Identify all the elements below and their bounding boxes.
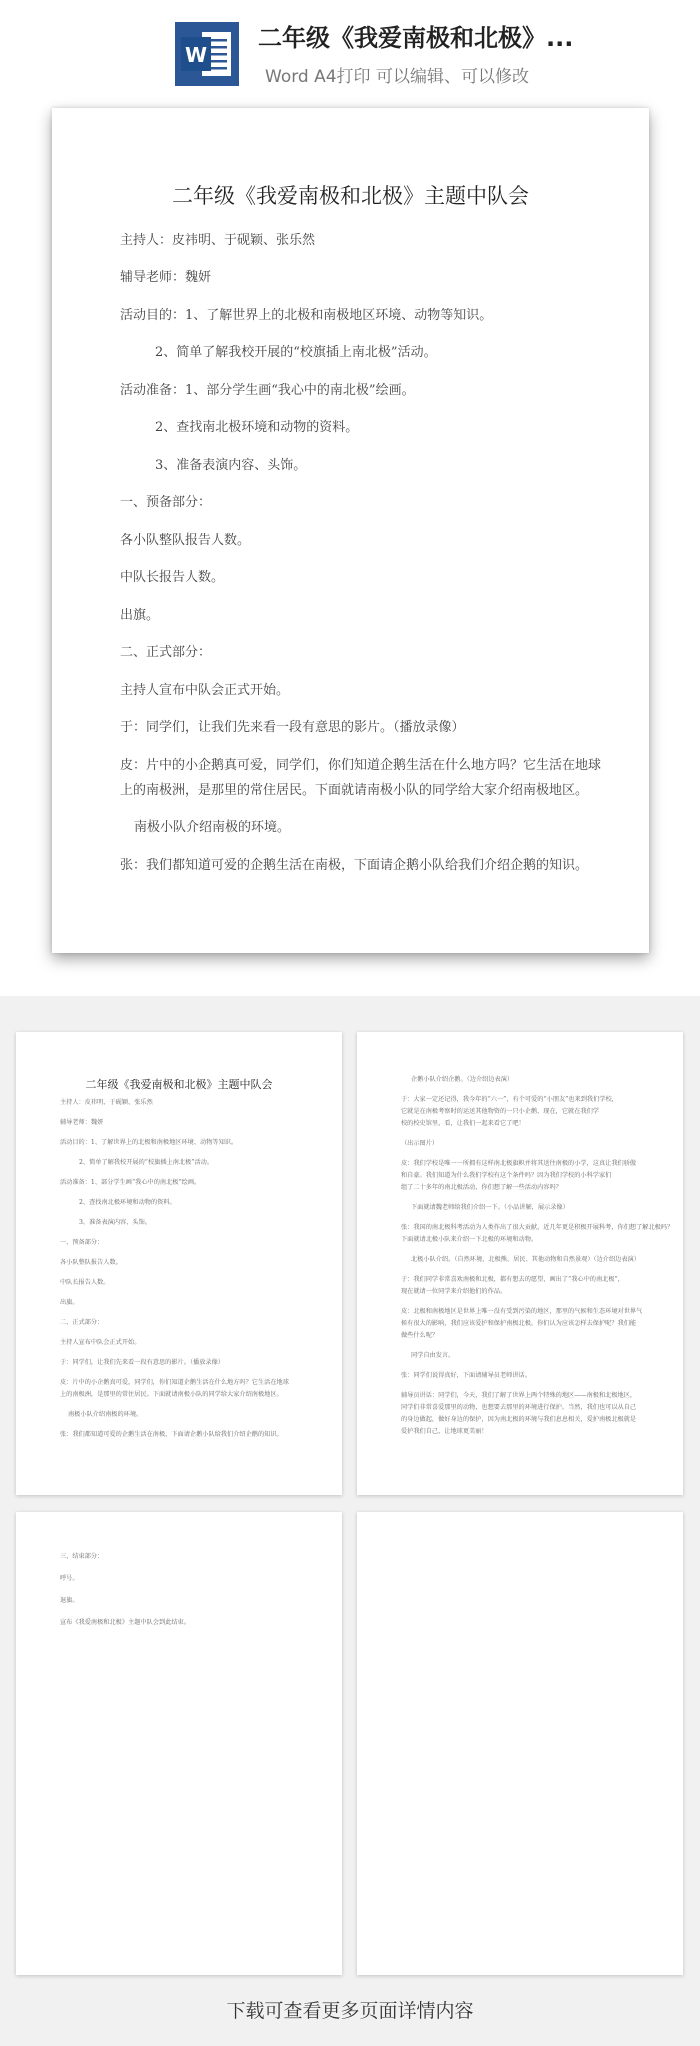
text-line: 的身边做起，做好身边的保护，因为南北极的环境与我们息息相关，爱护南极北极就是 <box>401 1416 637 1423</box>
text-line: 皮：片中的小企鹅真可爱，同学们，你们知道企鹅生活在什么地方吗？它生活在地球 <box>60 1379 289 1386</box>
text-line: 同学自由发言。 <box>411 1352 455 1359</box>
page-thumbnail-4[interactable] <box>357 1512 683 1975</box>
page-thumbnail-3[interactable] <box>16 1512 342 1975</box>
page-title: 二年级《我爱南极和北极》主题中队会 <box>172 184 529 208</box>
text-line: （出示图片） <box>401 1140 439 1147</box>
text-line: 同学们非常喜爱那里的动物，也想要去那里的环境进行保护。当然，我们也可以从自己 <box>401 1404 637 1411</box>
text-line: 张：我们都知道可爱的企鹅生活在南极，下面请企鹅小队给我们介绍企鹅的知识。 <box>60 1431 283 1438</box>
text-line: 出旗。 <box>60 1299 79 1306</box>
text-line: 下面就请魏老师给我们介绍一下。（小品讲解，展示录像） <box>411 1204 569 1211</box>
text-line: 南极小队介绍南极的环境。 <box>134 820 291 835</box>
text-line: 主持人宣布中队会正式开始。 <box>120 683 290 698</box>
text-line: 张：我们都知道可爱的企鹅生活在南极，下面请企鹅小队给我们介绍企鹅的知识。 <box>120 858 589 873</box>
text-line: 退旗。 <box>60 1597 79 1604</box>
text-line: 于：同学们，让我们先来看一段有意思的影片。（播放录像） <box>60 1359 224 1366</box>
text-line: 各小队整队报告人数。 <box>120 533 251 548</box>
thumbnail-title: 二年级《我爱南极和北极》主题中队会 <box>85 1078 273 1091</box>
text-line: 中队长报告人数。 <box>60 1279 110 1286</box>
svg-text:W: W <box>184 43 208 67</box>
text-line: 2、查找南北极环境和动物的资料。 <box>79 1199 176 1206</box>
text-line: 2、简单了解我校开展的“校旗插上南北极”活动。 <box>155 345 437 360</box>
document-title: 二年级《我爱南极和北极》... <box>258 24 574 52</box>
text-line: 和自豪。我们知道为什么我们学校有这个条件吗？因为我们学校的小科学家们 <box>401 1172 612 1179</box>
page-thumbnail-2[interactable] <box>357 1032 683 1495</box>
document-subtitle: Word A4打印 可以编辑、可以修改 <box>265 67 529 87</box>
text-line: 主持人：皮祎明、于砚颖、张乐然 <box>60 1099 153 1106</box>
text-line: 于：我们同学非常喜欢南极和北极，都有想去的愿望，画出了“我心中的南北极”， <box>401 1276 624 1283</box>
text-line: 上的南极洲，是那里的常住居民。下面就请南极小队的同学给大家介绍南极地区。 <box>120 783 589 798</box>
text-line: 皮：片中的小企鹅真可爱，同学们，你们知道企鹅生活在什么地方吗？它生活在地球 <box>120 758 602 773</box>
text-line: 宣布《我爱南极和北极》主题中队会到此结束。 <box>60 1619 190 1626</box>
text-line: 皮：北极和南极地区是世界上唯一没有受到污染的地区，那里的气候和生态环境对世界气 <box>401 1308 643 1315</box>
text-line: 一、预备部分： <box>60 1239 104 1246</box>
text-line: 南极小队介绍南极的环境。 <box>68 1411 143 1418</box>
text-line: 皮：我们学校是唯一一所拥有这样南北极旗帜并将其送往南极的小学，这真让我们骄傲 <box>401 1160 637 1167</box>
text-line: 现在就请一位同学来介绍他们的作品。 <box>401 1288 507 1295</box>
text-line: 辅导员讲话：同学们，今天，我们了解了世界上两个特殊的地区——南极和北极地区， <box>401 1392 637 1399</box>
word-document-icon <box>175 22 239 86</box>
text-line: 一、预备部分： <box>120 495 212 510</box>
text-line: 呼号。 <box>60 1575 79 1582</box>
text-line: 主持人：皮祎明、于砚颖、张乐然 <box>120 233 316 248</box>
text-line: 三、结束部分： <box>60 1553 104 1560</box>
text-line: 北极小队介绍。（自然环境、北极熊、居民、其他动物和自然景观）（边介绍边表演） <box>411 1256 640 1263</box>
text-line: 它就是在南极考察时的运送其他物资的一只小企鹅，现在，它就在我们学 <box>401 1108 599 1115</box>
page-thumbnail-1[interactable] <box>16 1032 342 1495</box>
text-line: 企鹅小队介绍企鹅。（边介绍边表演） <box>411 1076 514 1083</box>
main-preview-area <box>0 96 700 996</box>
text-line: 活动目的：1、了解世界上的北极和南极地区环境、动物等知识。 <box>120 308 493 323</box>
text-line: 活动目的：1、了解世界上的北极和南极地区环境、动物等知识。 <box>60 1139 238 1146</box>
text-line: 爱护我们自己，让地球更美丽！ <box>401 1428 488 1435</box>
text-line: 辅导老师：魏妍 <box>120 270 212 285</box>
text-line: 中队长报告人数。 <box>120 570 225 585</box>
text-line: 3、准备表演内容、头饰。 <box>79 1219 151 1226</box>
text-line: 辅导老师：魏妍 <box>60 1119 104 1126</box>
view-more-pages-link[interactable]: 下载可查看更多页面详情内容 <box>226 2000 474 2022</box>
text-line: 3、准备表演内容、头饰。 <box>155 458 307 473</box>
header <box>0 0 700 96</box>
text-line: 候有很大的影响，我们应该爱护和保护南极北极。你们认为应该怎样去保护呢？我们能 <box>401 1320 637 1327</box>
text-line: 张：同学们说得真好，下面请辅导员老师讲话。 <box>401 1372 531 1379</box>
text-line: 张：我国的南北极科考活动为人类作出了很大贡献，近几年更是积极开展科考，你们想了解北极吗？ <box>401 1224 674 1231</box>
text-line: 2、查找南北极环境和动物的资料。 <box>155 420 359 435</box>
text-line: 主持人宣布中队会正式开始。 <box>60 1339 141 1346</box>
text-line: 二、正式部分： <box>120 645 212 660</box>
text-line: 校的校史馆里，看，让我们一起来看它了吧！ <box>401 1120 525 1127</box>
text-line: 二、正式部分： <box>60 1319 104 1326</box>
text-line: 下面就请北极小队来介绍一下北极的环境和动物。 <box>401 1236 538 1243</box>
text-line: 2、简单了解我校开展的“校旗插上南北极”活动。 <box>79 1159 214 1166</box>
text-line: 组了二十多年的南北极活动，你们想了解一些活动内容吗？ <box>401 1184 562 1191</box>
text-line: 上的南极洲，是那里的常住居民。下面就请南极小队的同学给大家介绍南极地区。 <box>60 1391 283 1398</box>
text-line: 做些什么呢？ <box>401 1332 439 1339</box>
text-line: 各小队整队报告人数。 <box>60 1259 122 1266</box>
text-line: 活动准备：1、部分学生画“我心中的南北极”绘画。 <box>60 1179 201 1186</box>
document-page-1 <box>52 108 649 953</box>
text-line: 活动准备：1、部分学生画“我心中的南北极”绘画。 <box>120 383 415 398</box>
text-line: 于：大家一定还记得，我今年的“六一”，有个可爱的“小朋友”也来到我们学校， <box>401 1096 618 1103</box>
text-line: 出旗。 <box>120 608 160 623</box>
text-line: 于：同学们，让我们先来看一段有意思的影片。（播放录像） <box>120 720 465 735</box>
